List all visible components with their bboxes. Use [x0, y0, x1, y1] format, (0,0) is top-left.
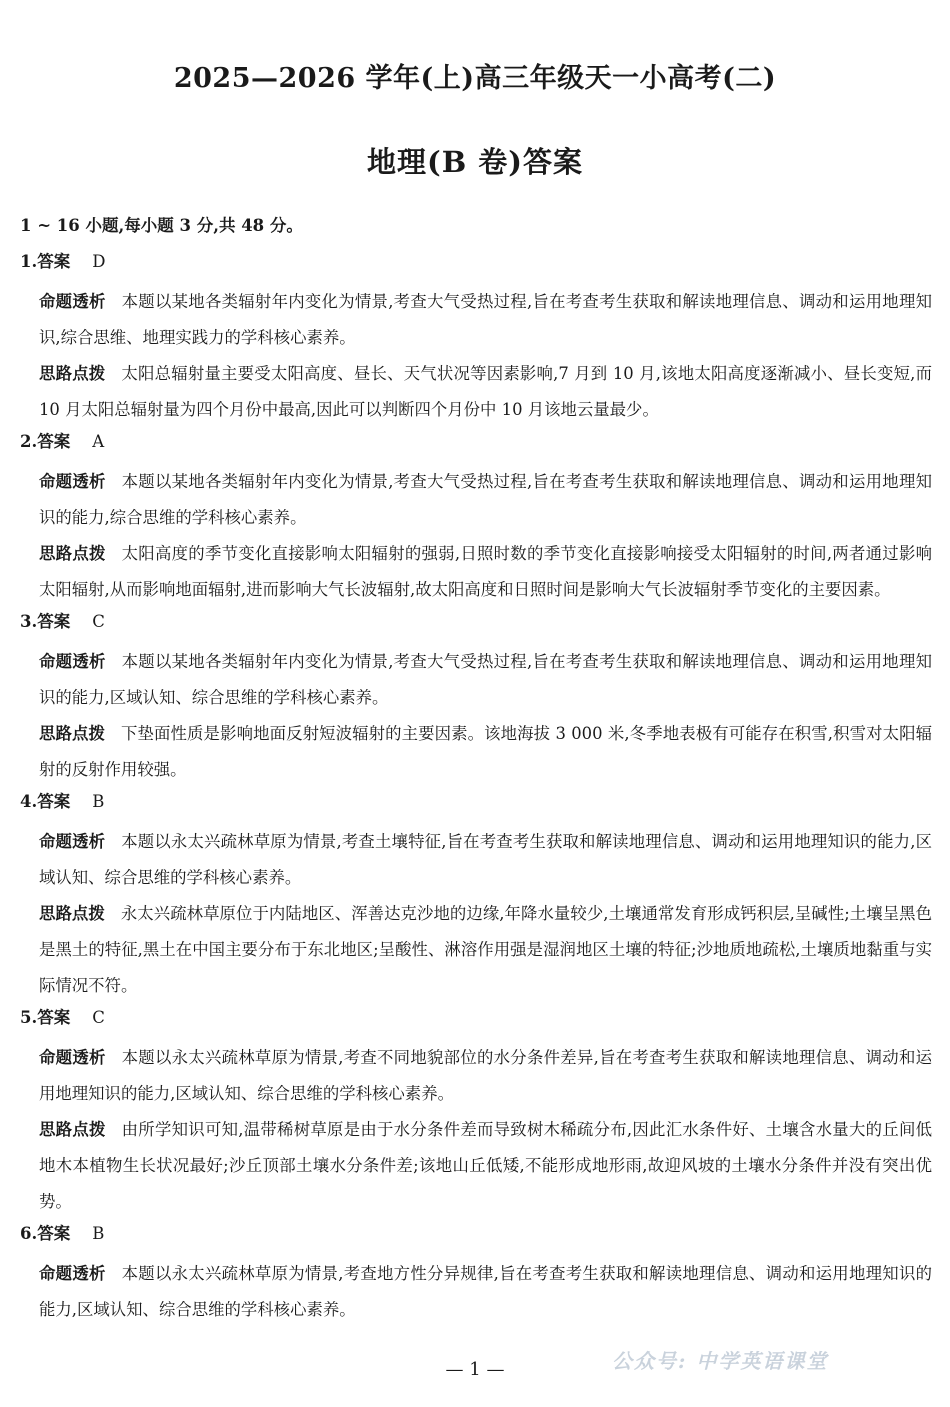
paragraph-text: 本题以某地各类辐射年内变化为情景,考查大气受热过程,旨在考查考生获取和解读地理信息、调动和运用地理知识的能力,区域认知、综合思维的学科核心素养。	[39, 652, 932, 707]
answer-label: 答案	[37, 252, 71, 271]
paragraph-text: 下垫面性质是影响地面反射短波辐射的主要因素。该地海拔 3 000 米,冬季地表极有可能存在积雪,积雪对太阳辐射的反射作用较强。	[39, 724, 933, 779]
paragraph-label: 命题透析	[39, 652, 106, 671]
explanation-paragraph	[20, 464, 932, 536]
answer-value: C	[92, 1008, 105, 1027]
question-list	[20, 248, 932, 1328]
paragraph-label: 命题透析	[39, 1048, 106, 1067]
paragraph-label: 命题透析	[39, 472, 106, 491]
answer-label: 答案	[37, 432, 71, 451]
answer-label: 答案	[37, 1008, 71, 1027]
question-block	[20, 608, 932, 788]
scoring-intro: 1 ~ 16 小题,每小题 3 分,共 48 分。	[20, 216, 303, 235]
paragraph-text: 太阳总辐射量主要受太阳高度、昼长、天气状况等因素影响,7 月到 10 月,该地太阳高度逐渐减小、昼长变短,而 10 月太阳总辐射量为四个月份中最高,因此可以判断四个月份中 10 月该地云量最少。	[39, 364, 933, 419]
question-header	[20, 608, 932, 636]
question-header	[20, 788, 932, 816]
answer-value: A	[92, 432, 105, 451]
paragraph-label: 命题透析	[39, 292, 106, 311]
paragraph-text: 由所学知识可知,温带稀树草原是由于水分条件差而导致树木稀疏分布,因此汇水条件好、土壤含水量大的丘间低地木本植物生长状况最好;沙丘顶部土壤水分条件差;该地山丘低矮,不能形成地形雨,故迎风坡的土壤水分条件并没有突出优势。	[39, 1120, 932, 1211]
question-header	[20, 1004, 932, 1032]
explanation-paragraph	[20, 716, 932, 788]
paragraph-label: 思路点拨	[39, 544, 106, 563]
answer-label: 答案	[37, 1224, 71, 1243]
page-subtitle: 地理(B 卷)答案	[366, 145, 584, 179]
answer-value: B	[92, 1224, 105, 1243]
question-header	[20, 248, 932, 276]
question-number: 6.	[20, 1224, 38, 1243]
question-block	[20, 788, 932, 1004]
page-number: — 1 —	[445, 1359, 505, 1380]
question-number: 4.	[20, 792, 38, 811]
explanation-paragraph	[20, 1256, 932, 1328]
answers-content	[20, 212, 932, 1328]
question-header	[20, 1220, 932, 1248]
explanation-paragraph	[20, 896, 932, 1004]
paragraph-text: 本题以某地各类辐射年内变化为情景,考查大气受热过程,旨在考查考生获取和解读地理信息、调动和运用地理知识的能力,综合思维的学科核心素养。	[39, 472, 932, 527]
paragraph-label: 思路点拨	[39, 1120, 106, 1139]
paragraph-label: 命题透析	[39, 1264, 106, 1283]
paragraph-text: 本题以永太兴疏林草原为情景,考查土壤特征,旨在考查考生获取和解读地理信息、调动和运用地理知识的能力,区域认知、综合思维的学科核心素养。	[39, 832, 932, 887]
paragraph-text: 本题以永太兴疏林草原为情景,考查地方性分异规律,旨在考查考生获取和解读地理信息、调动和运用地理知识的能力,区域认知、综合思维的学科核心素养。	[39, 1264, 932, 1319]
paragraph-label: 思路点拨	[39, 724, 106, 743]
question-number: 1.	[20, 252, 38, 271]
answer-value: D	[92, 252, 106, 271]
answer-value: B	[92, 792, 105, 811]
paragraph-text: 永太兴疏林草原位于内陆地区、浑善达克沙地的边缘,年降水量较少,土壤通常发育形成钙积层,呈碱性;土壤呈黑色是黑土的特征,黑土在中国主要分布于东北地区;呈酸性、淋溶作用强是湿润地区土壤的特征;沙地质地疏松,土壤质地黏重与实际情况不符。	[39, 904, 933, 995]
question-block	[20, 1220, 932, 1328]
paragraph-text: 本题以某地各类辐射年内变化为情景,考查大气受热过程,旨在考查考生获取和解读地理信息、调动和运用地理知识,综合思维、地理实践力的学科核心素养。	[39, 292, 932, 347]
explanation-paragraph	[20, 284, 932, 356]
question-block	[20, 428, 932, 608]
watermark: 公众号: 中学英语课堂	[612, 1349, 829, 1373]
question-number: 5.	[20, 1008, 38, 1027]
question-number: 3.	[20, 612, 38, 631]
explanation-paragraph	[20, 1112, 932, 1220]
explanation-paragraph	[20, 1040, 932, 1112]
paragraph-label: 思路点拨	[39, 904, 105, 923]
explanation-paragraph	[20, 356, 932, 428]
paragraph-label: 思路点拨	[39, 364, 106, 383]
paragraph-text: 太阳高度的季节变化直接影响太阳辐射的强弱,日照时数的季节变化直接影响接受太阳辐射的时间,两者通过影响太阳辐射,从而影响地面辐射,进而影响大气长波辐射,故太阳高度和日照时间是影响大气长波辐射季节变化的主要因素。	[39, 544, 932, 599]
paragraph-label: 命题透析	[39, 832, 106, 851]
question-header	[20, 428, 932, 456]
explanation-paragraph	[20, 536, 932, 608]
explanation-paragraph	[20, 824, 932, 896]
answer-value: C	[92, 612, 105, 631]
explanation-paragraph	[20, 644, 932, 716]
answer-label: 答案	[37, 792, 71, 811]
question-number: 2.	[20, 432, 38, 451]
page-title: 2025—2026 学年(上)高三年级天一小高考(二)	[173, 63, 777, 94]
answer-label: 答案	[37, 612, 71, 631]
question-block	[20, 1004, 932, 1220]
question-block	[20, 248, 932, 428]
paragraph-text: 本题以永太兴疏林草原为情景,考查不同地貌部位的水分条件差异,旨在考查考生获取和解读地理信息、调动和运用地理知识的能力,区域认知、综合思维的学科核心素养。	[39, 1048, 932, 1103]
